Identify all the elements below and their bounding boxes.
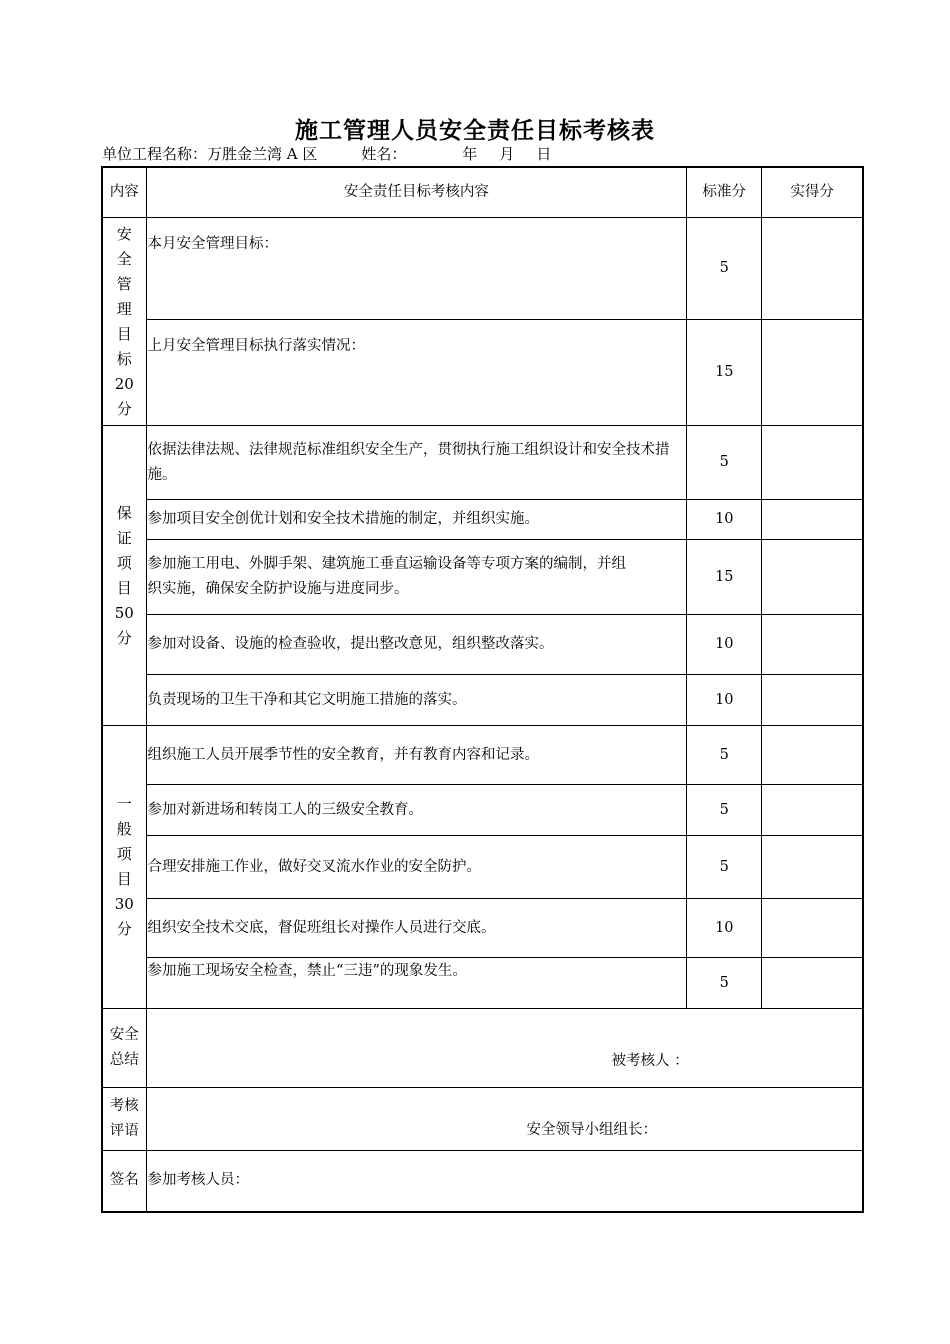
item-actual-score[interactable] <box>762 320 863 426</box>
header-assessment-content: 安全责任目标考核内容 <box>146 167 687 218</box>
month-label: 月 <box>499 145 515 163</box>
header-actual-score: 实得分 <box>762 167 863 218</box>
summary-cell[interactable] <box>146 1009 863 1088</box>
item-actual-score[interactable] <box>762 726 863 785</box>
form-subline <box>102 143 551 164</box>
participants-label[interactable]: 参加考核人员： <box>146 1151 863 1212</box>
item-text: 合理安排施工作业，做好交叉流水作业的安全防护。 <box>146 836 687 899</box>
item-actual-score[interactable] <box>762 218 863 320</box>
item-standard-score: 10 <box>687 615 762 675</box>
table-header-row <box>102 167 863 218</box>
item-actual-score[interactable] <box>762 675 863 726</box>
year-label: 年 <box>462 145 478 163</box>
section-label-general-items: 一 般 项 目 30 分 <box>102 726 146 1009</box>
table-row <box>102 726 863 785</box>
item-actual-score[interactable] <box>762 540 863 615</box>
item-text: 参加对设备、设施的检查验收，提出整改意见，组织整改落实。 <box>146 615 687 675</box>
table-row <box>102 320 863 426</box>
item-actual-score[interactable] <box>762 899 863 958</box>
person-name-label: 姓名： <box>361 145 407 163</box>
item-actual-score[interactable] <box>762 836 863 899</box>
item-actual-score[interactable] <box>762 500 863 540</box>
item-text: 组织安全技术交底，督促班组长对操作人员进行交底。 <box>146 899 687 958</box>
table-row <box>102 836 863 899</box>
table-row <box>102 958 863 1009</box>
assessee-signer-label: 被考核人 ： <box>611 1053 689 1069</box>
item-text: 上月安全管理目标执行落实情况： <box>146 320 687 426</box>
section-label-guarantee-items: 保 证 项 目 50 分 <box>102 426 146 726</box>
item-standard-score: 5 <box>687 218 762 320</box>
item-text: 参加对新进场和转岗工人的三级安全教育。 <box>146 785 687 836</box>
item-actual-score[interactable] <box>762 785 863 836</box>
item-text: 参加施工用电、外脚手架、建筑施工垂直运输设备等专项方案的编制，并组织实施，确保安全防护设施与进度同步。 <box>146 540 687 615</box>
leader-signer-label: 安全领导小组组长： <box>526 1122 658 1138</box>
item-standard-score: 5 <box>687 836 762 899</box>
table-row <box>102 218 863 320</box>
item-standard-score: 5 <box>687 426 762 500</box>
item-actual-score[interactable] <box>762 615 863 675</box>
item-standard-score: 15 <box>687 540 762 615</box>
item-text: 本月安全管理目标： <box>146 218 687 320</box>
day-label: 日 <box>536 145 552 163</box>
item-standard-score: 5 <box>687 958 762 1009</box>
summary-row <box>102 1009 863 1088</box>
item-text: 组织施工人员开展季节性的安全教育，并有教育内容和记录。 <box>146 726 687 785</box>
header-content: 内容 <box>102 167 146 218</box>
page-title: 施工管理人员安全责任目标考核表 <box>295 118 655 144</box>
table-row <box>102 500 863 540</box>
table-row <box>102 675 863 726</box>
table-row <box>102 615 863 675</box>
section-label-safety-goal: 安 全 管 理 目 标 20 分 <box>102 218 146 426</box>
review-label: 考核 评语 <box>102 1088 146 1151</box>
item-standard-score: 10 <box>687 899 762 958</box>
table-row <box>102 899 863 958</box>
assessment-table <box>101 166 864 1213</box>
item-standard-score: 5 <box>687 785 762 836</box>
item-text: 参加施工现场安全检查，禁止“三违”的现象发生。 <box>146 958 687 1009</box>
item-actual-score[interactable] <box>762 958 863 1009</box>
table-row <box>102 426 863 500</box>
item-text: 负责现场的卫生干净和其它文明施工措施的落实。 <box>146 675 687 726</box>
item-text: 依据法律法规、法律规范标准组织安全生产，贯彻执行施工组织设计和安全技术措施。 <box>146 426 687 500</box>
item-standard-score: 5 <box>687 726 762 785</box>
item-standard-score: 10 <box>687 500 762 540</box>
item-text: 参加项目安全创优计划和安全技术措施的制定，并组织实施。 <box>146 500 687 540</box>
table-row <box>102 540 863 615</box>
review-cell[interactable] <box>146 1088 863 1151</box>
item-actual-score[interactable] <box>762 426 863 500</box>
header-standard-score: 标准分 <box>687 167 762 218</box>
table-row <box>102 785 863 836</box>
signature-row <box>102 1151 863 1212</box>
item-standard-score: 15 <box>687 320 762 426</box>
item-standard-score: 10 <box>687 675 762 726</box>
review-row <box>102 1088 863 1151</box>
unit-name-label: 单位工程名称：万胜金兰湾 A 区 <box>102 145 318 163</box>
summary-label: 安全 总结 <box>102 1009 146 1088</box>
signature-label: 签名 <box>102 1151 146 1212</box>
